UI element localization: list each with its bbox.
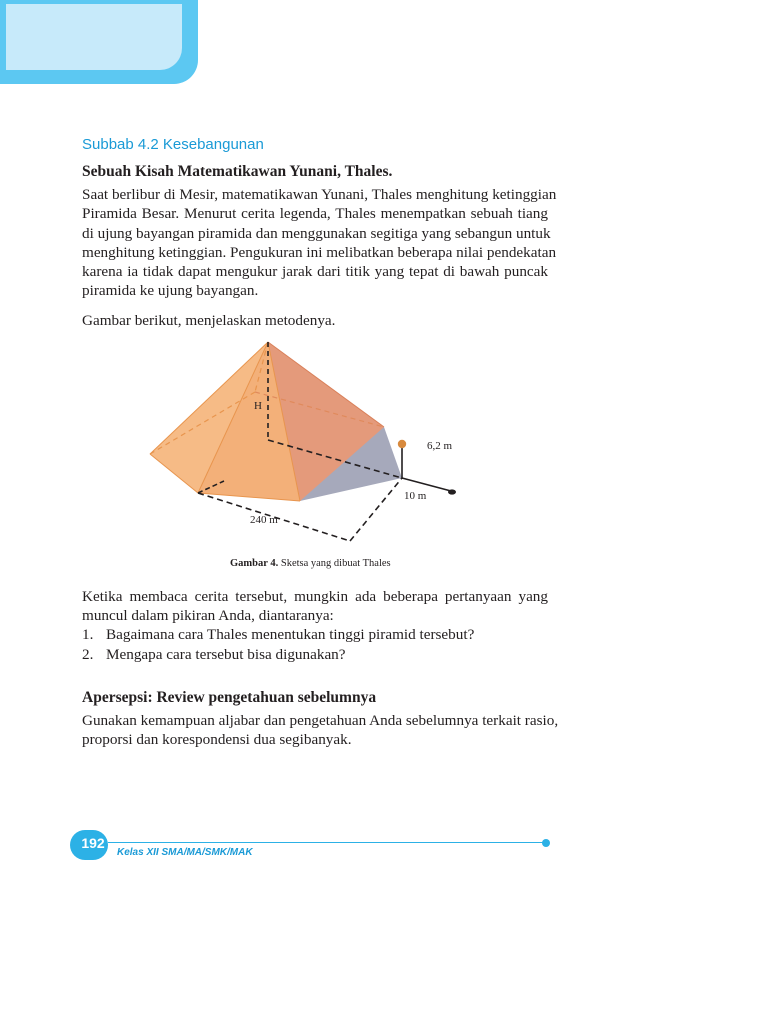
paragraph-intro — [82, 185, 557, 301]
paragraph-line: Ketika membaca cerita tersebut, mungkin ada beberapa pertanyaan yang — [82, 588, 548, 605]
label-shadow-length: 10 m — [404, 490, 427, 502]
list-number: 1. — [82, 626, 94, 643]
list-item — [82, 645, 474, 665]
paragraph-line: piramida ke ujung bayangan. — [82, 282, 259, 300]
list-item — [82, 625, 474, 645]
paragraph-line: menghitung ketinggian. Pengukuran ini melibatkan beberapa nilai pendekatan — [82, 243, 557, 261]
paragraph-line: muncul dalam pikiran Anda, diantaranya: — [82, 607, 334, 625]
page-number: 192 — [81, 835, 105, 851]
section-heading: Sebuah Kisah Matematikawan Yunani, Thales. — [82, 163, 393, 180]
paragraph-line: karena ia tidak dapat mengukur jarak dari titik yang tepat di bawah puncak — [82, 263, 548, 281]
pole-top — [398, 440, 406, 448]
paragraph-line: Gunakan kemampuan aljabar dan pengetahuan Anda sebelumnya terkait rasio, — [82, 712, 559, 729]
label-pole-height: 6,2 m — [427, 440, 453, 452]
caption-bold: Gambar 4. — [230, 558, 279, 569]
list-number: 2. — [82, 645, 94, 663]
list-text: Mengapa cara tersebut bisa digunakan? — [106, 645, 346, 663]
shadow-tip — [448, 489, 456, 494]
paragraph-apersepsi — [82, 711, 559, 750]
paragraph-line: proporsi dan korespondensi dua segibanyak. — [82, 731, 352, 749]
paragraph-questions-intro — [82, 587, 548, 626]
list-text: Bagaimana cara Thales menentukan tinggi piramid tersebut? — [106, 626, 475, 643]
apersepsi-heading: Apersepsi: Review pengetahuan sebelumnya — [82, 689, 377, 706]
corner-tab-inner — [6, 4, 182, 70]
paragraph-line: Saat berlibur di Mesir, matematikawan Yunani, Thales menghitung ketinggian — [82, 186, 557, 203]
paragraph-figure-intro: Gambar berikut, menjelaskan metodenya. — [82, 312, 336, 329]
paragraph-line: di ujung bayangan piramida dan menggunakan segitiga yang sebangun untuk — [82, 224, 551, 242]
footer-book-label: Kelas XII SMA/MA/SMK/MAK — [117, 847, 253, 858]
label-height: H — [254, 400, 262, 412]
label-base-length: 240 m — [250, 514, 278, 526]
question-list — [82, 625, 474, 664]
paragraph-line: Piramida Besar. Menurut cerita legenda, Thales menempatkan sebuah tiang — [82, 205, 548, 223]
figure-caption — [230, 558, 391, 569]
caption-text: Sketsa yang dibuat Thales — [278, 558, 391, 569]
corner-tab-decoration — [0, 0, 198, 84]
footer-rule-dot — [542, 839, 550, 847]
pyramid-figure — [140, 336, 470, 551]
subsection-title: Subbab 4.2 Kesebangunan — [82, 136, 264, 153]
footer-rule — [108, 842, 546, 843]
